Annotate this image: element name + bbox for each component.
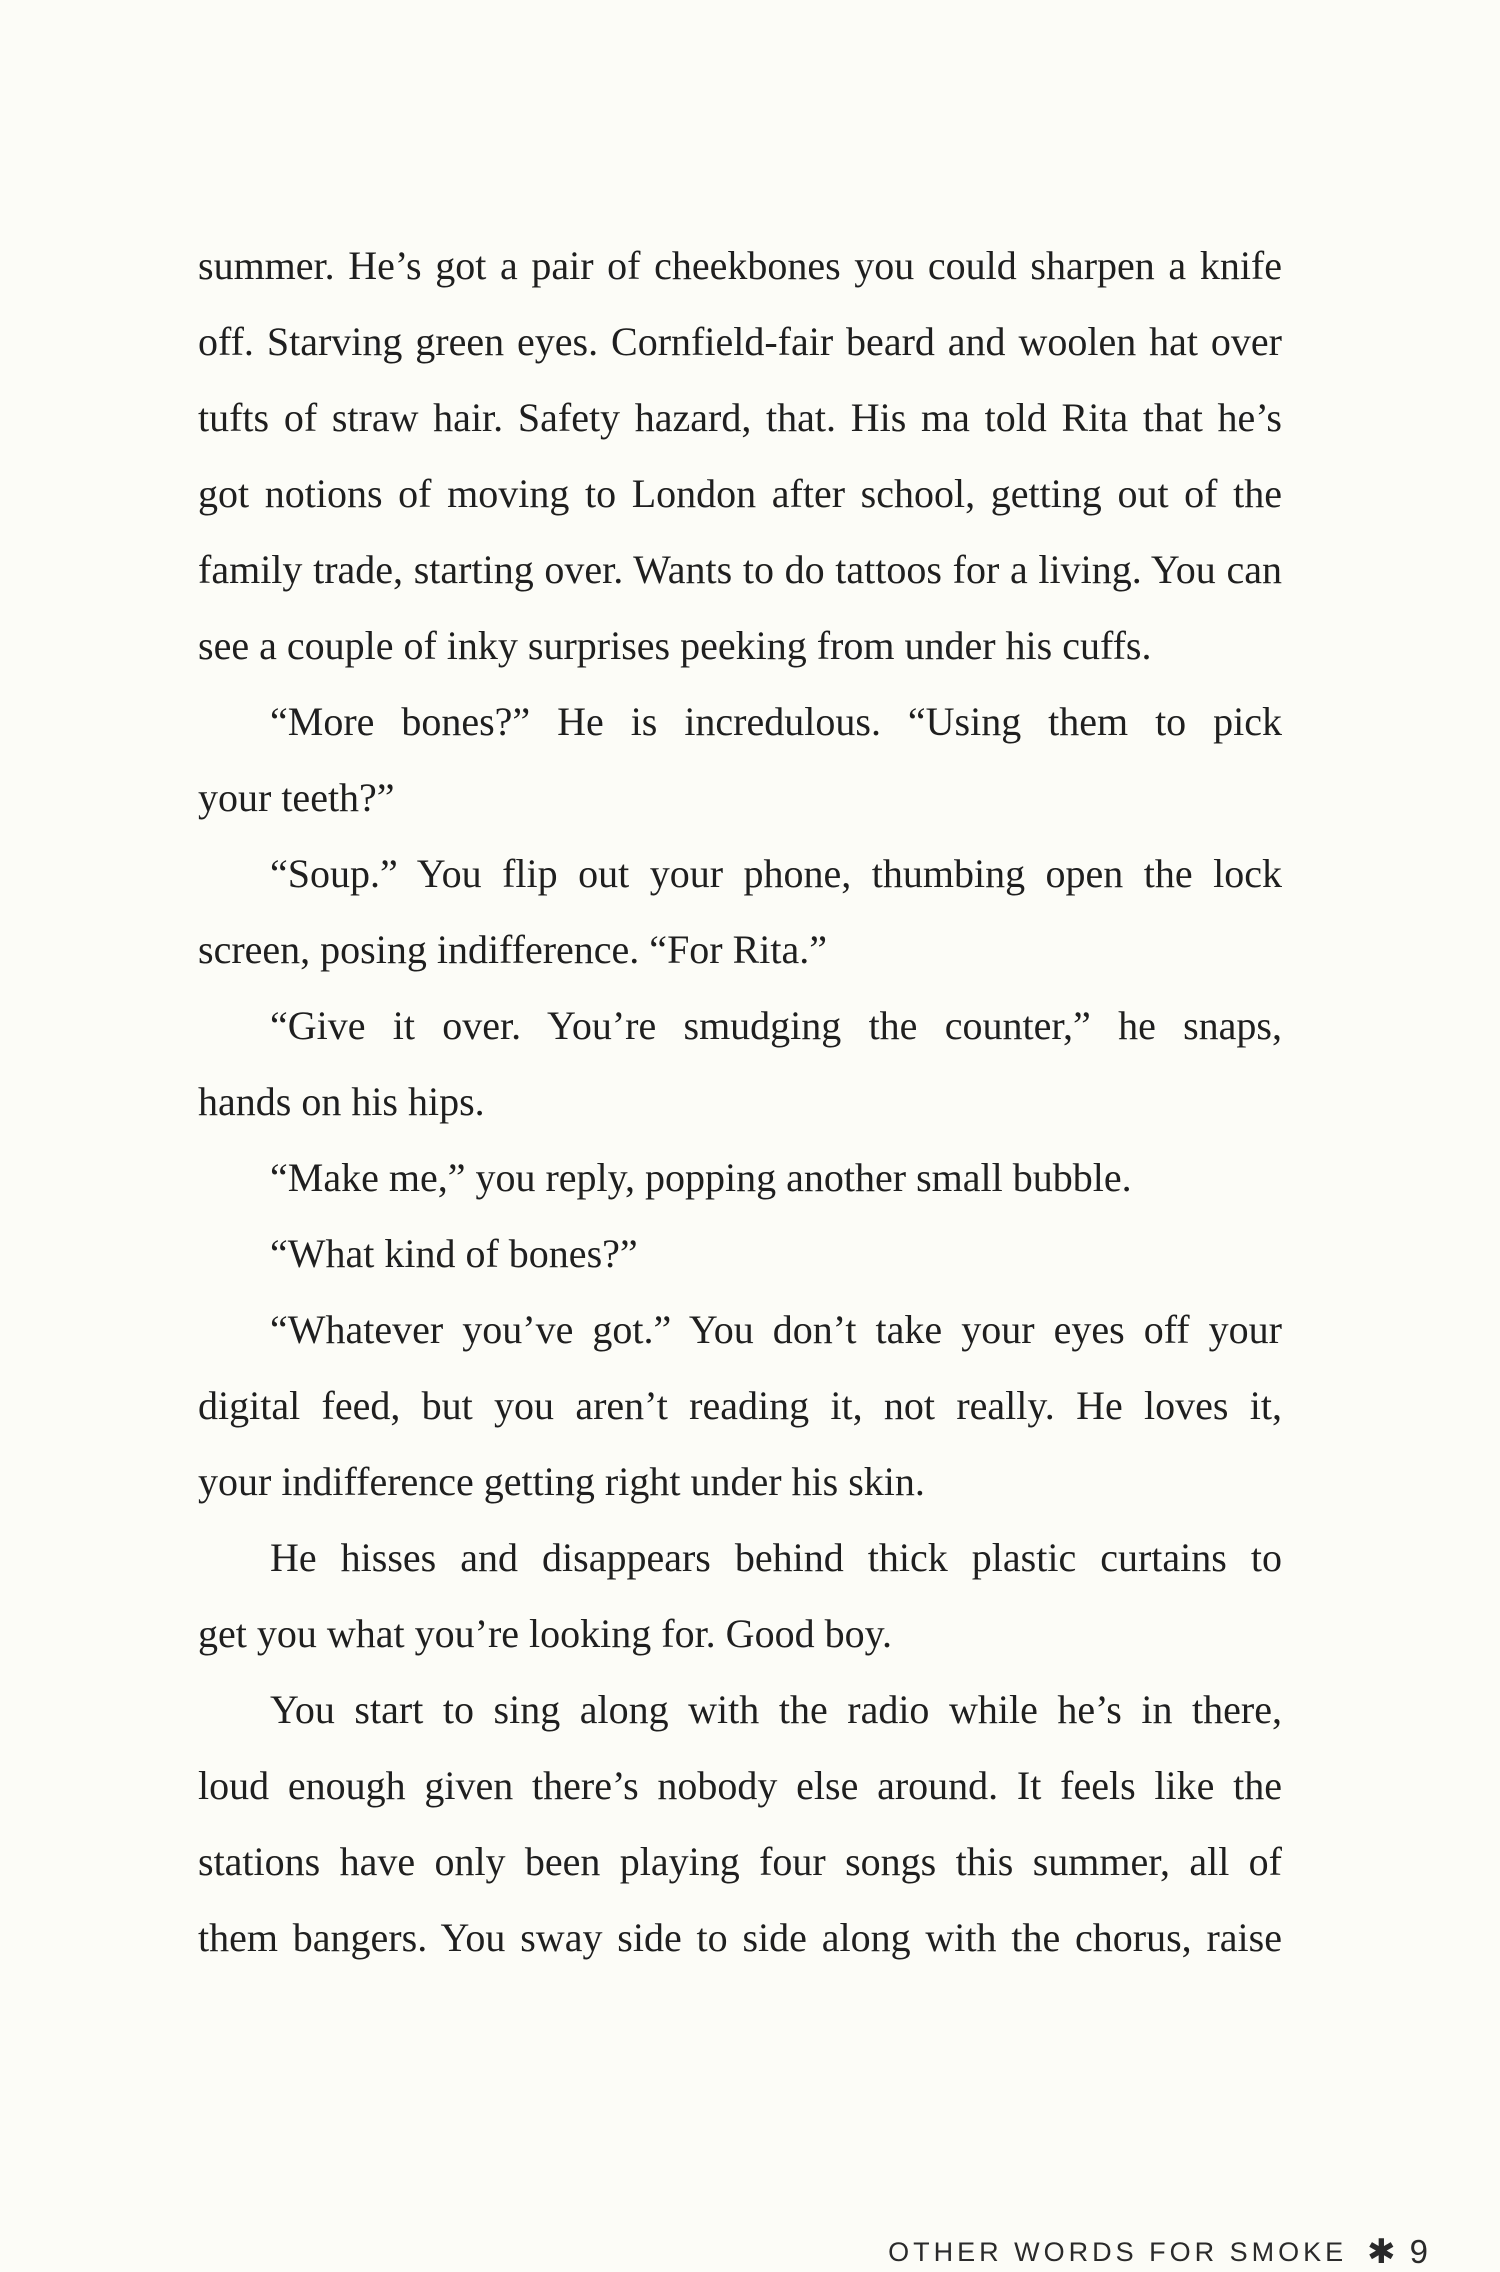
text-line: see a couple of inky surprises peeking from under his cuffs. [198, 623, 1152, 668]
text-line: your indifference getting right under his skin. [198, 1459, 925, 1504]
text-line: got notions of moving to London after school, getting out of the [198, 471, 1282, 516]
text-line: stations have only been playing four songs this summer, all of [198, 1839, 1282, 1884]
text-line: “Give it over. You’re smudging the counter,” he snaps, [270, 1003, 1282, 1048]
text-line: You start to sing along with the radio while he’s in there, [270, 1687, 1282, 1732]
running-footer [888, 2232, 1428, 2272]
text-line: off. Starving green eyes. Cornfield-fair beard and woolen hat over [198, 319, 1282, 364]
text-line: hands on his hips. [198, 1079, 485, 1124]
text-line: “Whatever you’ve got.” You don’t take your eyes off your [270, 1307, 1282, 1352]
text-line: “Make me,” you reply, popping another small bubble. [270, 1155, 1132, 1200]
text-line: get you what you’re looking for. Good boy. [198, 1611, 892, 1656]
body-text [198, 228, 1282, 1976]
text-line: loud enough given there’s nobody else around. It feels like the [198, 1763, 1282, 1808]
text-line: “Soup.” You flip out your phone, thumbing open the lock [270, 851, 1282, 896]
asterisk-ornament-icon: ✱ [1367, 2233, 1396, 2271]
page-number: 9 [1409, 2233, 1428, 2270]
text-line: digital feed, but you aren’t reading it, not really. He loves it, [198, 1383, 1282, 1428]
text-line: your teeth?” [198, 775, 395, 820]
text-line: summer. He’s got a pair of cheekbones you could sharpen a knife [198, 243, 1282, 288]
text-line: family trade, starting over. Wants to do tattoos for a living. You can [198, 547, 1282, 592]
text-line: He hisses and disappears behind thick plastic curtains to [270, 1535, 1282, 1580]
text-line: screen, posing indifference. “For Rita.” [198, 927, 828, 972]
text-line: “What kind of bones?” [270, 1231, 638, 1276]
text-line: them bangers. You sway side to side along with the chorus, raise [198, 1915, 1282, 1960]
text-line: tufts of straw hair. Safety hazard, that. His ma told Rita that he’s [198, 395, 1282, 440]
text-line: “More bones?” He is incredulous. “Using them to pick [270, 699, 1282, 744]
book-title: OTHER WORDS FOR SMOKE [888, 2236, 1348, 2267]
